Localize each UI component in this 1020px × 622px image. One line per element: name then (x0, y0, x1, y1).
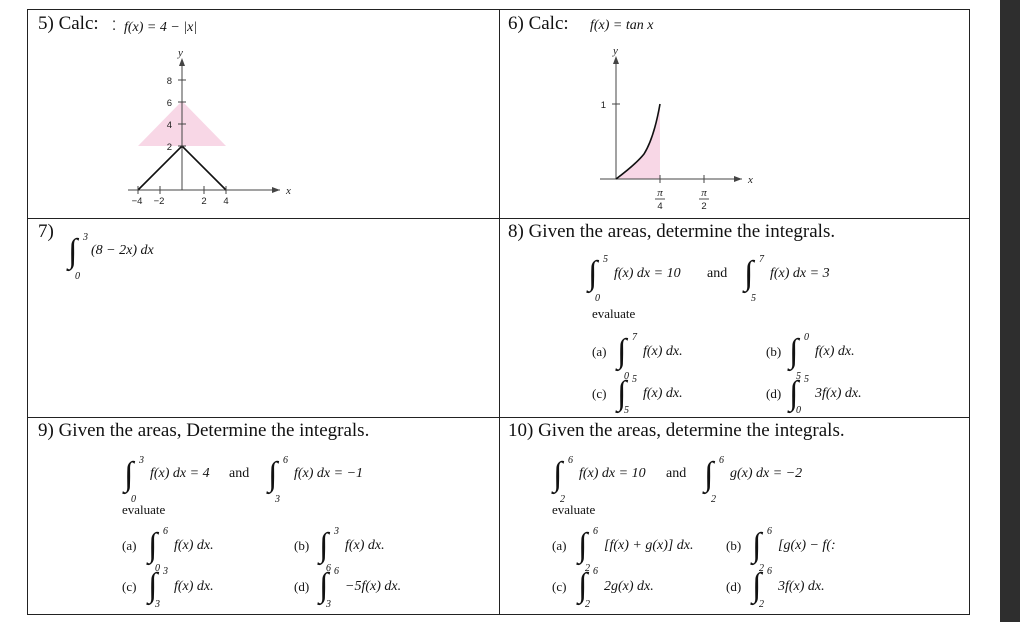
problem-6-function: f(x) = tan x (590, 18, 654, 33)
integral-sign: ∫ (588, 255, 598, 292)
x-tick-pi-numerator-1: π (657, 187, 663, 199)
lower-limit: 2 (759, 563, 764, 574)
x-tick-4: 4 (223, 196, 229, 207)
upper-limit: 6 (767, 566, 772, 577)
given-1: f(x) dx = 4 (150, 466, 210, 481)
part-d-body: 3f(x) dx. (815, 386, 862, 401)
part-b-tag: (b) (766, 344, 782, 359)
integral-sign: ∫ (124, 456, 134, 493)
upper-limit: 6 (593, 566, 598, 577)
integral-sign: ∫ (744, 255, 754, 292)
part-b-tag: (b) (294, 538, 310, 553)
x-tick-pi-numerator-2: π (701, 187, 707, 199)
evaluate-label: evaluate (552, 502, 596, 517)
y-arrow-icon (179, 58, 185, 66)
given-2: f(x) dx = 3 (770, 266, 830, 281)
and-text: and (229, 466, 250, 481)
integral-sign: ∫ (268, 456, 278, 493)
upper-limit: 5 (804, 374, 809, 385)
x-tick-pi-denominator-2: 2 (701, 201, 707, 212)
y-tick-2: 2 (166, 142, 172, 153)
lower-limit: 5 (624, 405, 629, 416)
part-c-tag: (c) (552, 579, 567, 594)
lower-limit: 0 (624, 371, 629, 382)
given-2: g(x) dx = −2 (730, 466, 803, 481)
graph-6-y-label: y (613, 45, 618, 57)
lower-limit: 3 (155, 599, 160, 610)
lower-limit: 2 (585, 599, 590, 610)
graph-6-shaded-region (616, 104, 660, 179)
part-a-tag: (a) (122, 538, 137, 553)
problem-5-label: 5) Calc: (38, 13, 99, 34)
graph-5 (120, 47, 291, 207)
part-c-body: 2g(x) dx. (604, 579, 654, 594)
upper-limit: 3 (139, 455, 144, 466)
part-d-tag: (d) (726, 579, 742, 594)
y-arrow-icon (613, 56, 619, 64)
problem-5-function: f(x) = 4 − |x| (124, 20, 198, 35)
integral-sign: ∫ (704, 456, 714, 493)
bullet-mark: ⁚ (112, 18, 117, 33)
y-tick-8: 8 (166, 76, 172, 87)
upper-limit: 6 (568, 455, 573, 466)
lower-limit: 2 (560, 494, 565, 505)
lower-limit: 5 (751, 293, 756, 304)
part-c-tag: (c) (592, 386, 607, 401)
part-c-body: f(x) dx. (174, 579, 214, 594)
lower-limit: 0 (595, 293, 600, 304)
integral-sign: ∫ (617, 333, 627, 370)
x-tick-2: 2 (201, 196, 207, 207)
problem-7-cell (27, 218, 500, 418)
and-text: and (666, 466, 687, 481)
scrollbar-track[interactable] (1000, 0, 1020, 622)
problem-10-title: 10) Given the areas, determine the integrals. (508, 420, 845, 441)
given-1: f(x) dx = 10 (579, 466, 646, 481)
part-b-body: f(x) dx. (815, 344, 855, 359)
integral-sign: ∫ (752, 527, 762, 564)
given-1: f(x) dx = 10 (614, 266, 681, 281)
integral-sign: ∫ (617, 375, 627, 412)
lower-limit: 2 (759, 599, 764, 610)
part-a-body: f(x) dx. (174, 538, 214, 553)
lower-limit: 6 (326, 563, 331, 574)
problem-9-title: 9) Given the areas, Determine the integrals. (38, 420, 370, 441)
integral-sign: ∫ (752, 567, 762, 604)
part-a-body: [f(x) + g(x)] dx. (604, 538, 694, 553)
part-b-tag: (b) (726, 538, 742, 553)
upper-limit: 6 (334, 566, 339, 577)
y-tick-6: 6 (166, 98, 172, 109)
upper-limit: 3 (163, 566, 168, 577)
lower-limit: 0 (796, 405, 801, 416)
problem-6-label: 6) Calc: (508, 13, 569, 34)
part-d-body: −5f(x) dx. (345, 579, 402, 594)
part-b-body: [g(x) − f(: (778, 538, 836, 553)
integral-sign: ∫ (319, 567, 329, 604)
part-d-tag: (d) (766, 386, 782, 401)
integral-sign: ∫ (789, 333, 799, 370)
and-text: and (707, 266, 728, 281)
x-arrow-icon (734, 176, 742, 182)
problem-7-label: 7) (38, 221, 54, 242)
graph-5-x-label: x (286, 185, 291, 197)
lower-limit: 3 (326, 599, 331, 610)
upper-limit: 7 (632, 332, 637, 343)
upper-limit: 3 (334, 526, 339, 537)
part-a-tag: (a) (592, 344, 607, 359)
evaluate-label: evaluate (592, 306, 636, 321)
integral-sign: ∫ (578, 567, 588, 604)
upper-limit: 5 (603, 254, 608, 265)
given-2: f(x) dx = −1 (294, 466, 364, 481)
problem-7-integrand: (8 − 2x) dx (91, 243, 154, 258)
lower-limit: 2 (711, 494, 716, 505)
x-tick-neg4: −4 (131, 196, 143, 207)
upper-limit: 6 (593, 526, 598, 537)
evaluate-label: evaluate (122, 502, 166, 517)
lower-limit: 0 (75, 271, 80, 282)
upper-limit: 6 (767, 526, 772, 537)
x-arrow-icon (272, 187, 280, 193)
upper-limit: 7 (759, 254, 764, 265)
upper-limit: 3 (83, 232, 88, 243)
lower-limit: 0 (155, 563, 160, 574)
x-tick-pi-denominator-4: 4 (657, 201, 663, 212)
y-tick-4: 4 (166, 120, 172, 131)
problem-5-cell (27, 9, 500, 219)
part-c-tag: (c) (122, 579, 137, 594)
lower-limit: 3 (275, 494, 280, 505)
upper-limit: 6 (283, 455, 288, 466)
integral-sign: ∫ (578, 527, 588, 564)
part-d-tag: (d) (294, 579, 310, 594)
y-tick-1: 1 (600, 100, 606, 111)
part-d-body: 3f(x) dx. (778, 579, 825, 594)
graph-5-y-label: y (178, 47, 183, 59)
integral-sign: ∫ (319, 527, 329, 564)
part-b-body: f(x) dx. (345, 538, 385, 553)
lower-limit: 2 (585, 563, 590, 574)
part-a-tag: (a) (552, 538, 567, 553)
part-a-body: f(x) dx. (643, 344, 683, 359)
upper-limit: 6 (719, 455, 724, 466)
lower-limit: 5 (796, 371, 801, 382)
problem-6-cell (499, 9, 970, 219)
problem-8-cell (499, 218, 970, 418)
lower-limit: 0 (131, 494, 136, 505)
part-c-body: f(x) dx. (643, 386, 683, 401)
integral-sign: ∫ (789, 375, 799, 412)
problem-9-cell (27, 417, 500, 615)
problem-8-title: 8) Given the areas, determine the integrals. (508, 221, 836, 242)
x-tick-neg2: −2 (153, 196, 165, 207)
integral-sign: ∫ (148, 527, 158, 564)
problem-10-cell (499, 417, 970, 615)
upper-limit: 6 (163, 526, 168, 537)
integral-sign: ∫ (553, 456, 563, 493)
integral-sign: ∫ (68, 233, 78, 270)
graph-6-x-label: x (748, 174, 753, 186)
integral-sign: ∫ (148, 567, 158, 604)
upper-limit: 0 (804, 332, 809, 343)
graph-6 (596, 46, 756, 211)
upper-limit: 5 (632, 374, 637, 385)
